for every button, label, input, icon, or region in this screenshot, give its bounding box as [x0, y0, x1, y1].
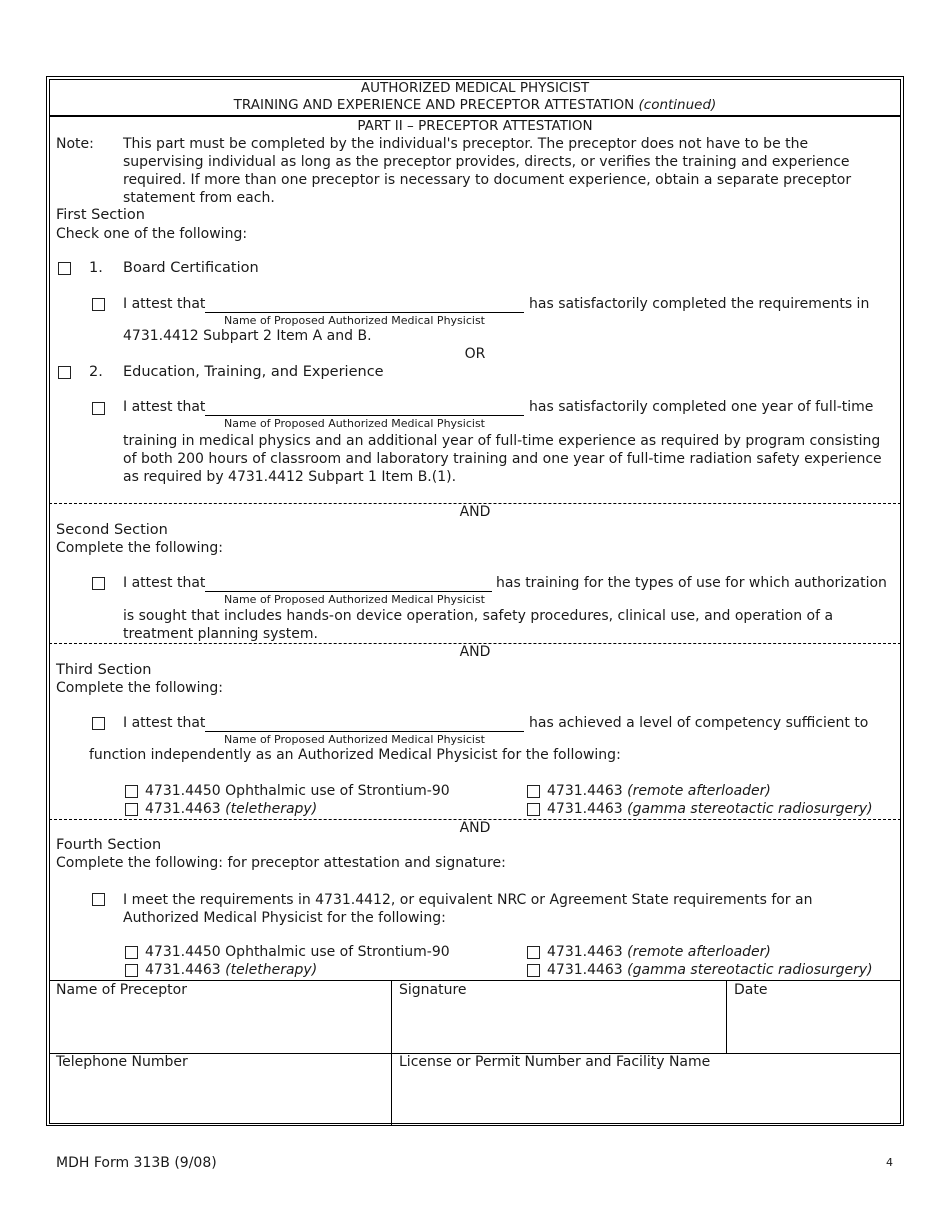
- third-remote-code: 4731.4463: [547, 783, 623, 799]
- third-teletherapy-label: [145, 801, 317, 817]
- fourth-teletherapy-type: (teletherapy): [225, 962, 318, 978]
- third-gamma-label: [547, 801, 873, 817]
- option1-number: 1.: [89, 260, 103, 276]
- second-section-title: Second Section: [56, 522, 168, 538]
- third-attest-prefix: I attest that: [123, 715, 206, 731]
- fourth-ophthalmic-label: 4731.4450 Ophthalmic use of Strontium-90: [145, 944, 450, 960]
- fourth-remote-afterloader-checkbox[interactable]: [527, 946, 540, 959]
- form-title-main: TRAINING AND EXPERIENCE AND PRECEPTOR ATTESTATION: [233, 97, 635, 113]
- signature-table-date-divider: [726, 980, 727, 1053]
- name-of-preceptor-field[interactable]: Name of Preceptor: [56, 982, 187, 998]
- fourth-gamma-code: 4731.4463: [547, 962, 623, 978]
- and-separator: AND: [459, 504, 491, 520]
- signature-table-col-divider: [391, 980, 392, 1125]
- second-name-caption: Name of Proposed Authorized Medical Physicist: [224, 593, 485, 606]
- form-id: MDH Form 313B (9/08): [56, 1155, 217, 1171]
- fourth-gamma-type: (gamma stereotactic radiosurgery): [627, 962, 873, 978]
- third-gamma-code: 4731.4463: [547, 801, 623, 817]
- second-attest-continued: is sought that includes hands-on device operation, safety procedures, clinical use, and operation of a treatment planning system.: [123, 608, 834, 642]
- third-name-caption: Name of Proposed Authorized Medical Physicist: [224, 733, 485, 746]
- third-remote-afterloader-checkbox[interactable]: [527, 785, 540, 798]
- fourth-ophthalmic-checkbox[interactable]: [125, 946, 138, 959]
- form-title-line1: AUTHORIZED MEDICAL PHYSICIST: [360, 80, 590, 96]
- first-section-instruction: Check one of the following:: [56, 226, 248, 242]
- option2-name-line[interactable]: [205, 415, 524, 416]
- note-label: Note:: [56, 136, 94, 152]
- option1-attest-continued: 4731.4412 Subpart 2 Item A and B.: [123, 328, 372, 344]
- third-attest-checkbox[interactable]: [92, 717, 105, 730]
- third-section-title: Third Section: [56, 662, 152, 678]
- option2-attest-prefix: I attest that: [123, 399, 206, 415]
- third-ophthalmic-label: 4731.4450 Ophthalmic use of Strontium-90: [145, 783, 450, 799]
- option1-name-line[interactable]: [205, 312, 524, 313]
- third-teletherapy-checkbox[interactable]: [125, 803, 138, 816]
- third-gamma-checkbox[interactable]: [527, 803, 540, 816]
- form-title-line2: [49, 97, 901, 113]
- fourth-remote-code: 4731.4463: [547, 944, 623, 960]
- and-separator: AND: [459, 820, 491, 836]
- fourth-attest-text: I meet the requirements in 4731.4412, or equivalent NRC or Agreement State requirements for an Authorized Medical Physicist for the following:: [123, 892, 813, 926]
- fourth-teletherapy-label: [145, 962, 317, 978]
- second-attest-checkbox[interactable]: [92, 577, 105, 590]
- third-attest-continued: function independently as an Authorized Medical Physicist for the following:: [89, 747, 621, 763]
- second-attest-prefix: I attest that: [123, 575, 206, 591]
- date-field[interactable]: Date: [734, 982, 768, 998]
- fourth-teletherapy-checkbox[interactable]: [125, 964, 138, 977]
- option1-attest-prefix: I attest that: [123, 296, 206, 312]
- part-title: PART II – PRECEPTOR ATTESTATION: [357, 118, 593, 134]
- third-section-instruction: Complete the following:: [56, 680, 224, 696]
- signature-field[interactable]: Signature: [399, 982, 467, 998]
- fourth-gamma-checkbox[interactable]: [527, 964, 540, 977]
- third-teletherapy-type: (teletherapy): [225, 801, 318, 817]
- third-remote-afterloader-label: [547, 783, 771, 799]
- second-attest-suffix: has training for the types of use for which authorization: [496, 575, 887, 591]
- first-section-title: First Section: [56, 207, 145, 223]
- fourth-remote-type: (remote afterloader): [627, 944, 771, 960]
- option2-attest-continued: training in medical physics and an additional year of full-time experience as required by program consisting of both 200 hours of classroom and laboratory training and one year of full-time radiation safety experience as required by 4731.4412 Subpart 1 Item B.(1).: [123, 433, 882, 485]
- third-teletherapy-code: 4731.4463: [145, 801, 221, 817]
- option2-attest-checkbox[interactable]: [92, 402, 105, 415]
- option1-attest-suffix: has satisfactorily completed the requirements in: [529, 296, 870, 312]
- or-separator: OR: [464, 346, 486, 362]
- board-certification-label: Board Certification: [123, 260, 259, 276]
- and-separator: AND: [459, 644, 491, 660]
- option1-name-caption: Name of Proposed Authorized Medical Physicist: [224, 314, 485, 327]
- form-title-continued: (continued): [638, 97, 717, 113]
- third-ophthalmic-checkbox[interactable]: [125, 785, 138, 798]
- option1-attest-checkbox[interactable]: [92, 298, 105, 311]
- education-training-checkbox[interactable]: [58, 366, 71, 379]
- third-name-line[interactable]: [205, 731, 524, 732]
- option2-name-caption: Name of Proposed Authorized Medical Physicist: [224, 417, 485, 430]
- license-permit-field[interactable]: License or Permit Number and Facility Name: [399, 1054, 711, 1070]
- option2-attest-suffix: has satisfactorily completed one year of full-time: [529, 399, 874, 415]
- signature-table-top-border: [49, 980, 901, 981]
- option2-number: 2.: [89, 364, 103, 380]
- education-training-label: Education, Training, and Experience: [123, 364, 384, 380]
- telephone-number-field[interactable]: Telephone Number: [56, 1054, 188, 1070]
- third-attest-suffix: has achieved a level of competency sufficient to: [529, 715, 869, 731]
- fourth-teletherapy-code: 4731.4463: [145, 962, 221, 978]
- fourth-section-title: Fourth Section: [56, 837, 162, 853]
- fourth-remote-afterloader-label: [547, 944, 771, 960]
- second-name-line[interactable]: [205, 591, 492, 592]
- fourth-section-instruction: Complete the following: for preceptor attestation and signature:: [56, 855, 506, 871]
- fourth-gamma-label: [547, 962, 873, 978]
- third-gamma-type: (gamma stereotactic radiosurgery): [627, 801, 873, 817]
- fourth-attest-checkbox[interactable]: [92, 893, 105, 906]
- second-section-instruction: Complete the following:: [56, 540, 224, 556]
- note-text: This part must be completed by the individual's preceptor. The preceptor does not have to be the supervising individual as long as the preceptor provides, directs, or verifies the training and experience required. If more than one preceptor is necessary to document experience, obtain a separate preceptor statement from each.: [123, 136, 852, 206]
- board-certification-checkbox[interactable]: [58, 262, 71, 275]
- third-remote-type: (remote afterloader): [627, 783, 771, 799]
- page-number: 4: [886, 1156, 893, 1169]
